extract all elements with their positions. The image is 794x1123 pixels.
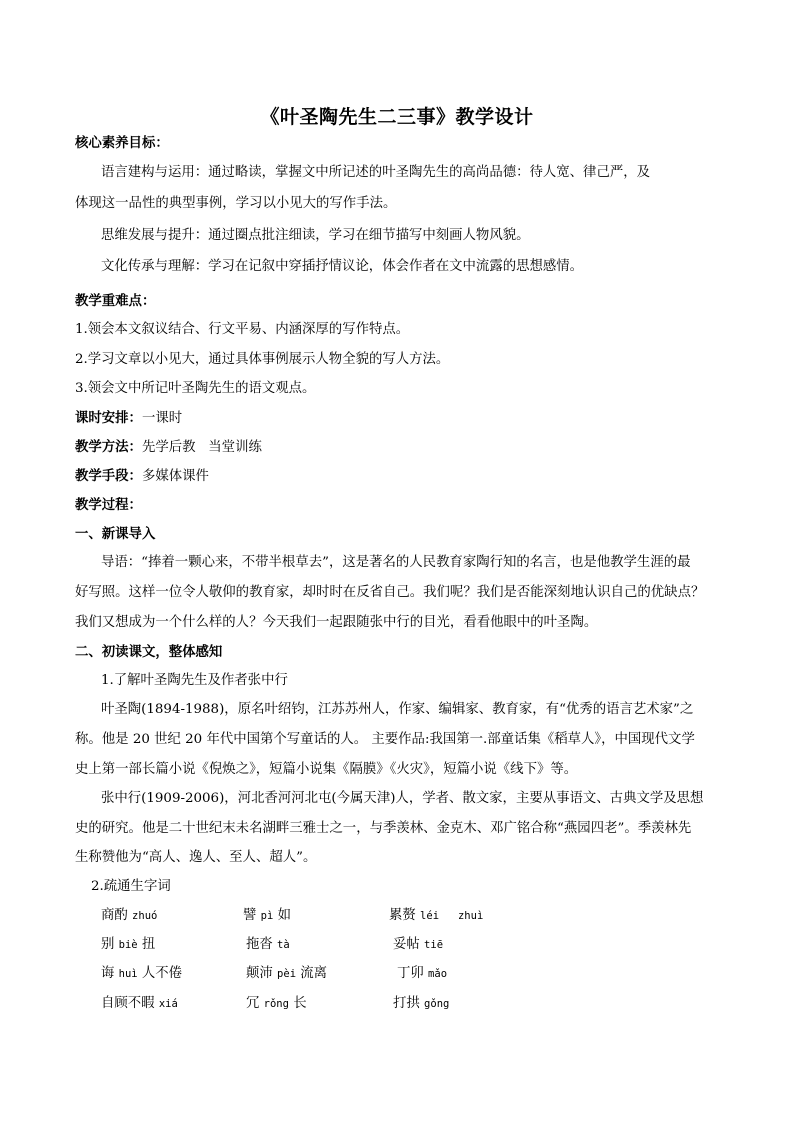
means-value: 多媒体课件 [141, 469, 209, 484]
key-point-item: 1.领会本文叙议结合、行文平易、内涵深厚的写作特点。 [75, 322, 410, 337]
vocab-item: 累赘 léi zhuì [389, 908, 484, 923]
key-points-heading: 教学重难点： [75, 293, 156, 309]
vocab-item: 诲 huì 人不倦 [101, 966, 183, 981]
core-goals-heading: 核心素养目标： [75, 135, 169, 151]
section2-sub2: 2.疏通生字词 [91, 879, 171, 894]
vocab-item: 自顾不暇 xiá [101, 996, 178, 1011]
vocab-item: 打拱 gǒng [393, 996, 450, 1011]
zhang-zhongxing-line1: 张中行(1909-2006)，河北香河河北屯(今属天津)人，学者、散文家，主要从事语文、古典文学及思想 [101, 791, 704, 806]
section1-line2: 好写照。这样一位令人敬仰的教育家，却时时在反省自己。我们呢？我们是否能深刻地认识自己的优缺点？ [75, 585, 705, 600]
section1-heading: 一、新课导入 [75, 526, 156, 542]
core-goals-p3: 文化传承与理解：学习在记叙中穿插抒情议论，体会作者在文中流露的思想感情。 [101, 259, 584, 274]
ye-shengtao-line3: 史上第一部长篇小说《倪焕之》，短篇小说集《隔膜》《火灾》，短篇小说《线下》等。 [75, 762, 578, 777]
zhang-zhongxing-line3: 生称赞他为“高人、逸人、至人、超人”。 [75, 850, 317, 865]
core-goals-p1-line1: 语言建构与运用：通过略读，掌握文中所记述的叶圣陶先生的高尚品德：待人宽、律己严，及 [101, 165, 651, 180]
vocab-item: 商酌 zhuó [101, 908, 158, 923]
section2-sub1: 1.了解叶圣陶先生及作者张中行 [101, 673, 288, 688]
vocab-item: 颠沛 pèi 流离 [246, 966, 328, 981]
vocab-item: 冗 rǒng 长 [246, 996, 307, 1011]
vocab-item: 譬 pì 如 [243, 908, 291, 923]
section2-heading: 二、初读课文，整体感知 [75, 644, 223, 660]
vocab-item: 丁卯 mǎo [397, 966, 448, 981]
zhang-zhongxing-line2: 史的研究。他是二十世纪末未名湖畔三雅士之一，与季羡林、金克木、邓广铭合称“燕园四老”。季羡林先 [75, 821, 692, 836]
schedule-label: 课时安排： [75, 410, 142, 426]
vocab-item: 拖沓 tà [246, 937, 290, 952]
method-row [75, 437, 725, 458]
ye-shengtao-line1: 叶圣陶(1894-1988)，原名叶绍钧，江苏苏州人，作家、编辑家、教育家，有“优秀的语言艺术家”之 [101, 702, 694, 717]
means-row [75, 466, 725, 487]
section1-line1: 导语：“捧着一颗心来，不带半根草去”，这是著名的人民教育家陶行知的名言，也是他教学生涯的最 [101, 555, 691, 570]
core-goals-p1-line2: 体现这一品性的典型事例，学习以小见大的写作手法。 [75, 196, 397, 211]
document-title: 《叶圣陶先生二三事》教学设计 [260, 106, 534, 128]
ye-shengtao-line2: 称。他是 20 世纪 20 年代中国第个写童话的人。 主要作品:我国第一.部童话集《稻草人》，中国现代文学 [75, 732, 695, 747]
schedule-value: 一课时 [141, 411, 183, 426]
core-goals-p2: 思维发展与提升：通过圈点批注细读，学习在细节描写中刻画人物风貌。 [101, 228, 530, 243]
method-value: 先学后教 当堂训练 [141, 440, 262, 455]
vocab-item: 妥帖 tiē [393, 937, 444, 952]
process-heading: 教学过程： [75, 497, 142, 513]
vocab-item: 别 biè 扭 [101, 937, 156, 952]
key-point-item: 2.学习文章以小见大，通过具体事例展示人物全貌的写人方法。 [75, 352, 450, 367]
section1-line3: 我们又想成为一个什么样的人？今天我们一起跟随张中行的目光，看看他眼中的叶圣陶。 [75, 615, 598, 630]
means-label: 教学手段： [75, 468, 142, 484]
method-label: 教学方法： [75, 439, 142, 455]
schedule-row [75, 408, 725, 429]
key-point-item: 3.领会文中所记叶圣陶先生的语文观点。 [75, 381, 316, 396]
